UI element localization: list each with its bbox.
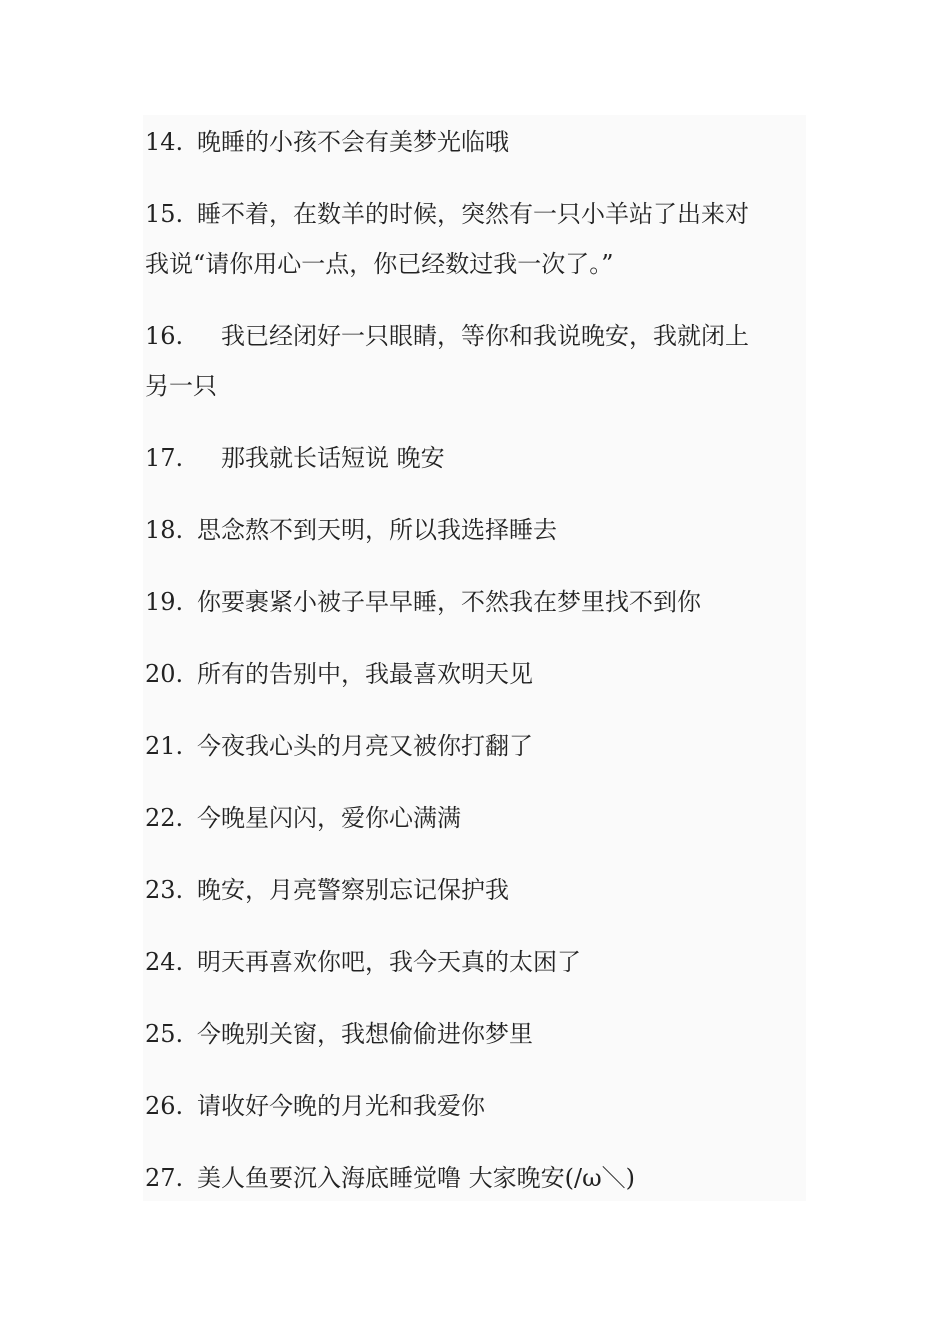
item-number: 26. [145,1092,184,1120]
list-item-17 [145,433,795,483]
item-text: 晚安，月亮警察别忘记保护我 [197,876,509,904]
item-number: 17. [145,444,184,472]
item-text: 睡不着，在数羊的时候，突然有一只小羊站了出来对 [197,200,749,228]
item-text: 你要裹紧小被子早早睡，不然我在梦里找不到你 [197,588,701,616]
item-text: 明天再喜欢你吧，我今天真的太困了 [197,948,581,976]
item-number: 24. [145,948,184,976]
item-number: 19. [145,588,184,616]
item-number: 18. [145,516,184,544]
item-text: 今夜我心头的月亮又被你打翻了 [197,732,533,760]
list-item-27 [145,1153,795,1203]
item-number: 16. [145,322,184,350]
item-number: 22. [145,804,184,832]
item-number: 15. [145,200,184,228]
list-item-24 [145,937,795,987]
item-text: 晚睡的小孩不会有美梦光临哦 [197,128,509,156]
list-item-14 [145,117,795,167]
item-text: 我已经闭好一只眼睛，等你和我说晚安，我就闭上 [221,322,749,350]
item-text: 那我就长话短说 晚安 [221,444,445,472]
item-number: 14. [145,128,184,156]
list-item-18 [145,505,795,555]
item-text: 美人鱼要沉入海底睡觉噜 大家晚安(/ω＼) [197,1164,636,1192]
item-number: 25. [145,1020,184,1048]
list-item-19 [145,577,795,627]
list-item-22 [145,793,795,843]
item-text: 今晚别关窗，我想偷偷进你梦里 [197,1020,533,1048]
item-text: 思念熬不到天明，所以我选择睡去 [197,516,557,544]
list-item-23 [145,865,795,915]
item-text-continued: 另一只 [145,372,217,400]
list-item-26 [145,1081,795,1131]
item-number: 21. [145,732,184,760]
item-text: 今晚星闪闪，爱你心满满 [197,804,461,832]
list-item-25 [145,1009,795,1059]
item-number: 20. [145,660,184,688]
list-item-20 [145,649,795,699]
list-item-21 [145,721,795,771]
list-item-15 [145,189,795,289]
item-text: 请收好今晚的月光和我爱你 [197,1092,485,1120]
item-text: 所有的告别中，我最喜欢明天见 [197,660,533,688]
item-text-continued: 我说“请你用心一点，你已经数过我一次了。” [145,250,614,278]
item-number: 27. [145,1164,184,1192]
list-item-16 [145,311,795,411]
item-number: 23. [145,876,184,904]
